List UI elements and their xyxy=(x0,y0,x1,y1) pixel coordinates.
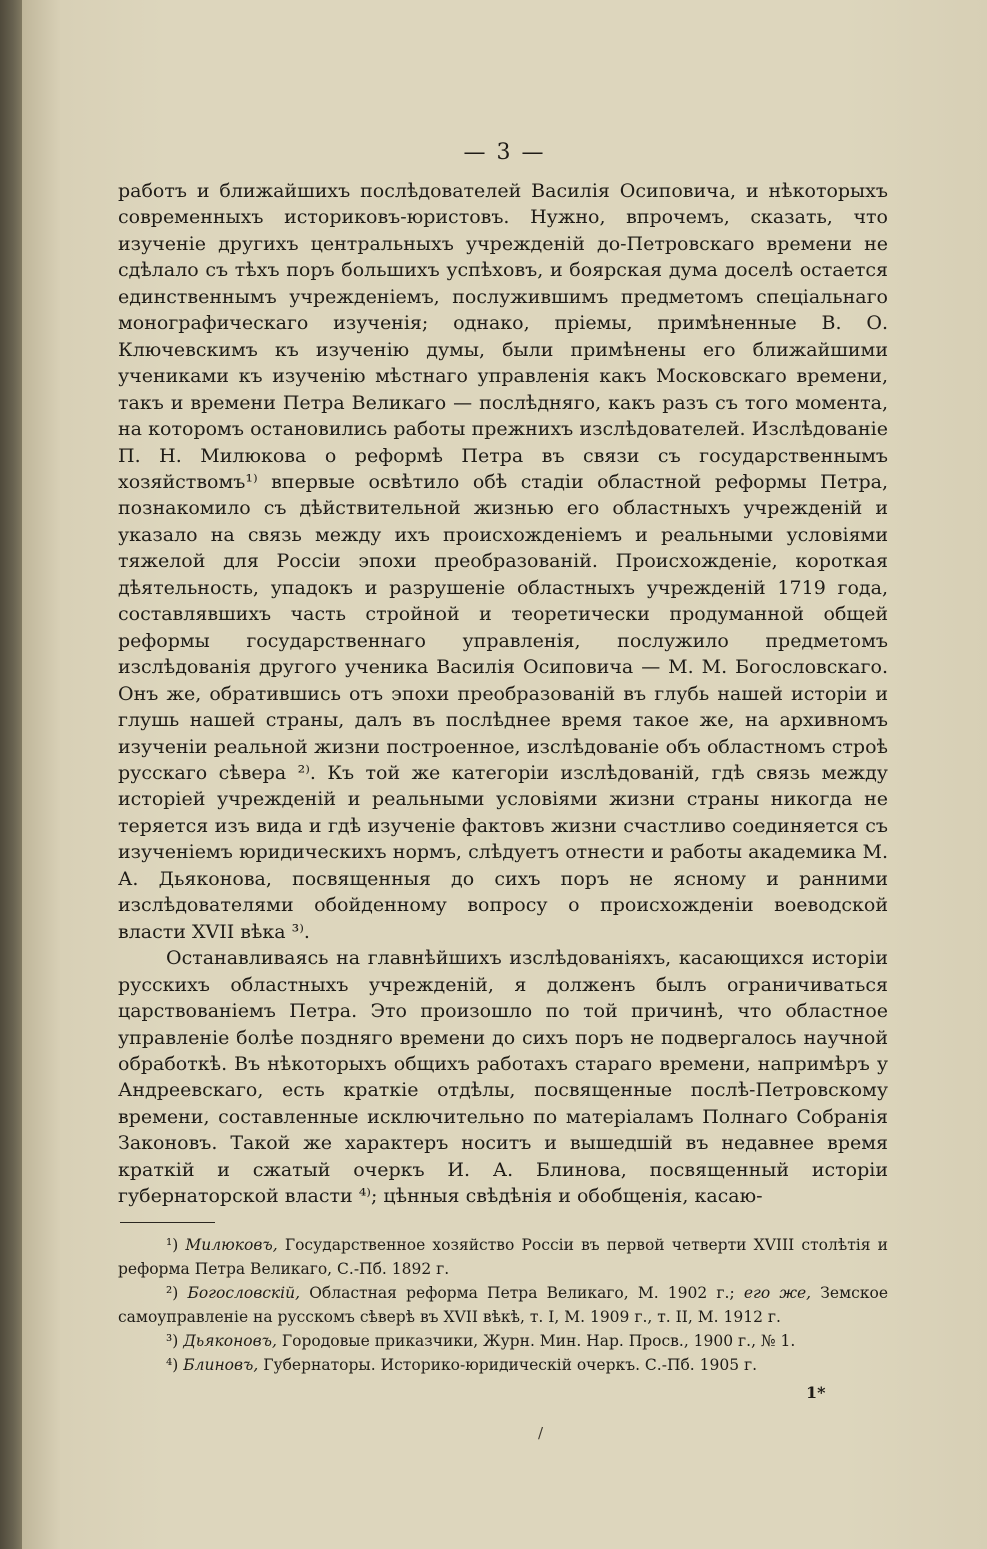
page-number: — 3 — xyxy=(463,140,546,165)
footnote-author: Милюковъ, xyxy=(185,1236,278,1254)
printer-signature-mark: 1* xyxy=(806,1383,826,1402)
footnote-author: Богословскій, xyxy=(187,1284,301,1302)
paragraph-1: работъ и ближайшихъ послѣдователей Василія Осиповича, и нѣкоторыхъ современныхъ историковъ-юристовъ. Нужно, впрочемъ, сказать, что изученіе другихъ центральныхъ учрежденій до-Петровскаго времени не сдѣлало съ тѣхъ поръ большихъ успѣховъ, и боярская дума доселѣ остается единственнымъ учрежденіемъ, послужившимъ предметомъ спеціальнаго монографическаго изученія; однако, пріемы, примѣненные В. О. Ключевскимъ къ изученію думы, были примѣнены его ближайшими учениками къ изученію мѣстнаго управленія какъ Московскаго времени, такъ и времени Петра Великаго — послѣдняго, какъ разъ съ того момента, на которомъ остановились работы прежнихъ изслѣдователей. Изслѣдованіе П. Н. Милюкова о реформѣ Петра въ связи съ государственнымъ хозяйствомъ¹⁾ впервые освѣтило обѣ стадіи областной реформы Петра, познакомило съ дѣйствительной жизнью его областныхъ учрежденій и указало на связь между ихъ происхожденіемъ и реальными условіями тяжелой для Россіи эпохи преобразованій. Происхожденіе, короткая дѣятельность, упадокъ и разрушеніе областныхъ учрежденій 1719 года, составлявшихъ часть стройной и теоретически продуманной общей реформы государственнаго управленія, послужило предметомъ изслѣдованія другого ученика Василія Осиповича — М. М. Богословскаго. Онъ же, обратившись отъ эпохи преобразованій въ глубь нашей исторіи и глушь нашей страны, далъ въ послѣднее время такое же, на архивномъ изученіи реальной жизни построенное, изслѣдованіе объ областномъ строѣ русскаго сѣвера ²⁾. Къ той же категоріи изслѣдованій, гдѣ связь между исторіей учрежденій и реальными условіями жизни страны никогда не теряется изъ вида и гдѣ изученіе фактовъ жизни счастливо соединяется съ изученіемъ юридическихъ нормъ, слѣдуетъ отнести и работы академика М. А. Дьяконова, посвященныя до сихъ поръ не ясному и ранними изслѣдователями обойденному вопросу о происхожденіи воеводской власти XVII вѣка ³⁾. xyxy=(118,180,888,943)
footnote-4 xyxy=(118,1353,888,1377)
footnote-author: Блиновъ, xyxy=(183,1356,259,1374)
footnote-ibid: его же, xyxy=(743,1284,812,1302)
footnote-mark: ³) xyxy=(166,1332,179,1350)
paragraph-2: Останавливаясь на главнѣйшихъ изслѣдованіяхъ, касающихся исторіи русскихъ областныхъ учрежденій, я долженъ былъ ограничиваться царствованіемъ Петра. Это произошло по той причинѣ, что областное управленіе болѣе поздняго времени до сихъ поръ не подвергалось научной обработкѣ. Въ нѣкоторыхъ общихъ работахъ стараго времени, напримѣръ у Андреевскаго, есть краткіе отдѣлы, посвященные послѣ-Петровскому времени, составленные исключительно по матеріаламъ Полнаго Собранія Законовъ. Такой же характеръ носитъ и вышедшій въ недавнее время краткій и сжатый очеркъ И. А. Блинова, посвященный исторіи губернаторской власти ⁴⁾; цѣнныя свѣдѣнія и обобщенія, касаю- xyxy=(118,947,888,1208)
footnote-mark: ¹) xyxy=(166,1236,179,1254)
footnote-divider xyxy=(120,1222,215,1223)
footnote-text: Губернаторы. Историко-юридическій очеркъ. С.-Пб. 1905 г. xyxy=(258,1356,758,1374)
footnote-mark: ²) xyxy=(166,1284,179,1302)
binding-edge xyxy=(0,0,22,1549)
footnote-3 xyxy=(118,1329,888,1353)
footnote-mark: ⁴) xyxy=(166,1356,179,1374)
book-page xyxy=(22,0,987,1549)
body-text xyxy=(118,178,888,1210)
footnote-text: Государственное хозяйство Россіи въ первой четверти XVIII столѣтія и реформа Петра Великаго, С.-Пб. 1892 г. xyxy=(118,1236,888,1278)
footnote-text: Городовые приказчики, Журн. Мин. Нар. Просв., 1900 г., № 1. xyxy=(276,1332,796,1350)
footnotes xyxy=(118,1233,888,1377)
footnote-text-cont: Земское самоуправленіе на русскомъ сѣверѣ въ XVII вѣкѣ, т. I, М. 1909 г., т. II, М. 1912 г. xyxy=(118,1284,889,1326)
stray-ink-mark: / xyxy=(538,1424,544,1442)
footnote-author: Дьяконовъ, xyxy=(183,1332,277,1350)
footnote-text: Областная реформа Петра Великаго, М. 1902 г.; xyxy=(300,1284,744,1302)
footnote-1 xyxy=(118,1233,888,1281)
footnote-2 xyxy=(118,1281,888,1329)
